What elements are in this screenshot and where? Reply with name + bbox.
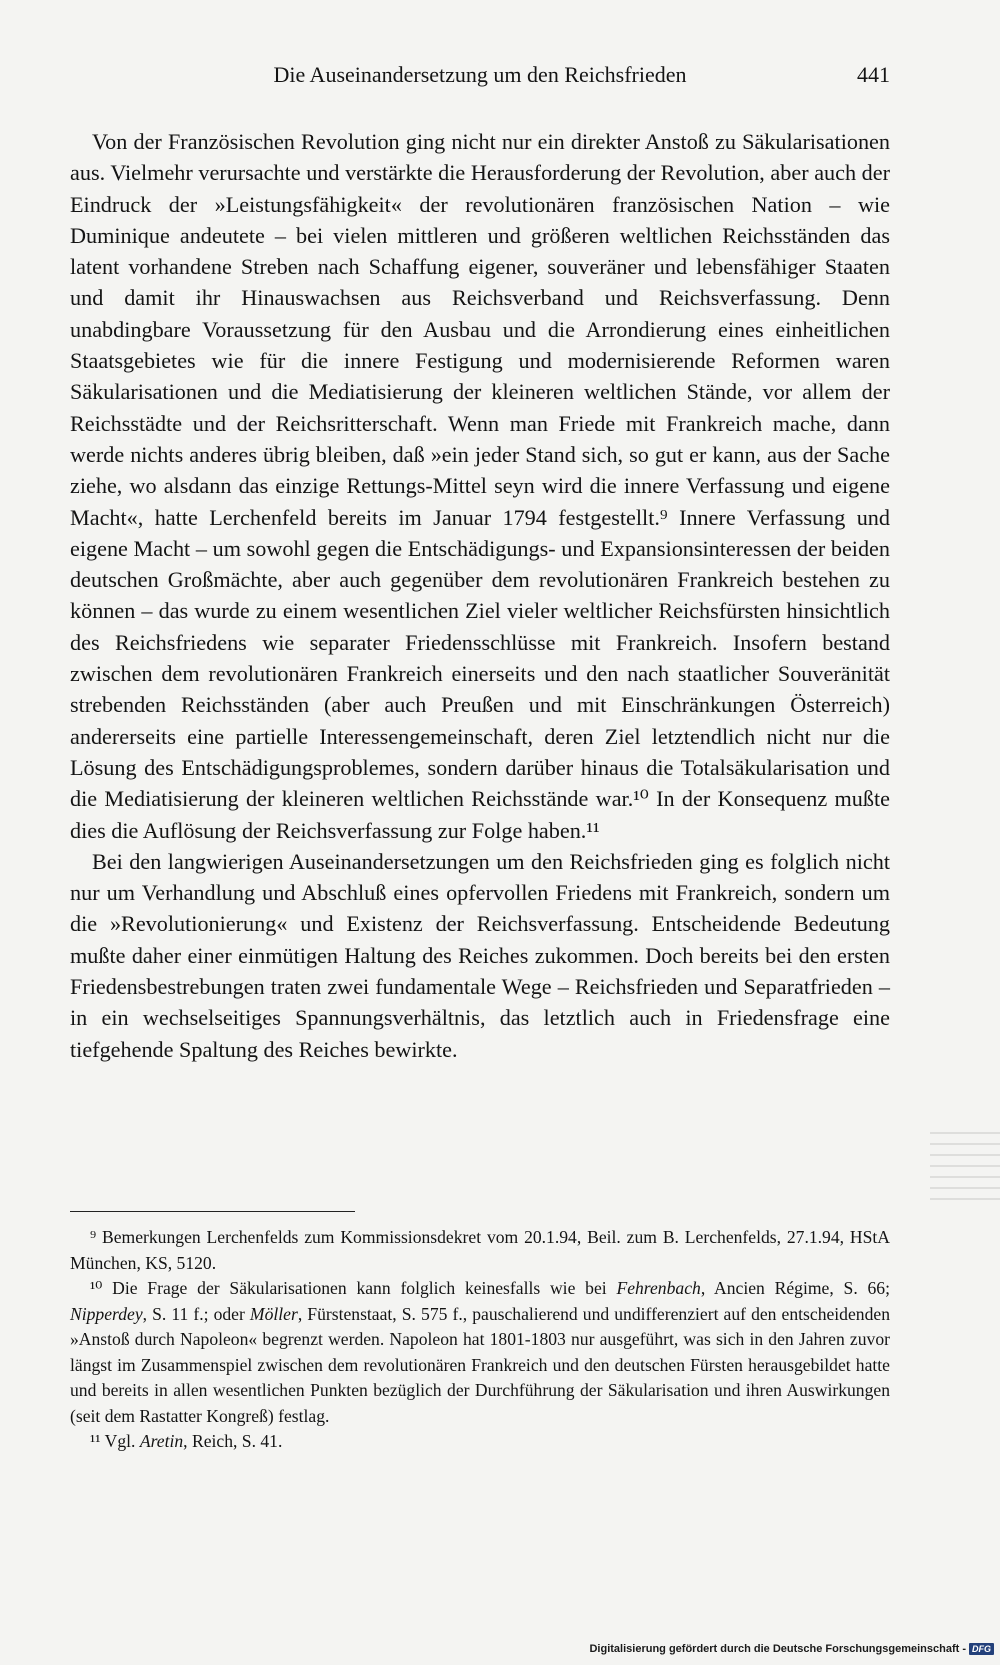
footnote-text: , S. 11 f.; oder (142, 1303, 250, 1324)
paragraph: Von der Französischen Revolution ging nicht nur ein direkter Anstoß zu Säkularisationen aus. Vielmehr verursachte und verstärkte die Herausforderung der Revolution, aber auch der Eindruck der »Leistungsfähigkeit« der revolutionären französischen Nation – wie Duminique andeutete – bei vielen mittleren und größeren weltlichen Reichsständen das latent vorhandene Streben nach Schaffung eigener, souveräner und lebensfähiger Staaten und damit ihr Hinauswachsen aus Reichsverband und Reichsverfassung. Denn unabdingbare Voraussetzung für den Ausbau und die Arrondierung eines einheitlichen Staatsgebietes wie für die innere Festigung und modernisierende Reformen waren Säkularisationen und die Mediatisierung der kleineren weltlichen Stände, vor allem der Reichsstädte und der Reichsritterschaft. Wenn man Friede mit Frankreich mache, dann werde nichts anderes übrig bleiben, daß »ein jeder Stand sich, so gut er kann, aus der Sache ziehe, wo alsdann das einzige Rettungs-Mittel seyn wird die innere Verfassung und eigene Macht«, hatte Lerchenfeld bereits im Januar 1794 festgestellt.⁹ Innere Verfassung und eigene Macht – um sowohl gegen die Entschädigungs- und Expansionsinteressen der beiden deutschen Großmächte, aber auch gegenüber dem revolutionären Frankreich bestehen zu können – das wurde zu einem wesentlichen Ziel vieler weltlicher Reichsfürsten hinsichtlich des Reichsfriedens wie separater Friedensschlüsse mit Frankreich. Insofern bestand zwischen dem revolutionären Frankreich einerseits und den nach staatlicher Souveränität strebenden Reichsständen (aber auch Preußen und mit Einschränkungen Österreich) andererseits eine partielle Interessengemeinschaft, deren Ziel letztendlich nicht nur die Lösung des Entschädigungsproblemes, sondern darüber hinaus die Totalsäkularisation und die Mediatisierung der kleineren weltlichen Reichsstände war.¹⁰ In der Konsequenz mußte dies die Auflösung der Reichsverfassung zur Folge haben.¹¹ (70, 129, 890, 843)
footnote-text: ⁹ Bemerkungen Lerchenfelds zum Kommissionsdekret vom 20.1.94, Beil. zum B. Lerchenfelds, 27.1.94, HStA München, KS, 5120. (70, 1227, 890, 1273)
digitization-credit (589, 1643, 994, 1655)
dfg-logo: DFG (969, 1643, 994, 1655)
bleed-through-shadow (930, 1130, 1000, 1200)
footnote-text: ¹¹ Vgl. (90, 1431, 140, 1451)
author-name: Fehrenbach (616, 1278, 701, 1298)
footnote-10 (70, 1276, 890, 1429)
footnote-11 (70, 1429, 890, 1455)
footnote-text: , Reich, S. 41. (183, 1431, 283, 1451)
footnote-text: , Ancien Régime, S. 66; (700, 1278, 890, 1298)
main-text (70, 126, 890, 1065)
author-name: Möller (249, 1303, 298, 1324)
footnote-text: ¹⁰ Die Frage der Säkularisationen kann folglich keinesfalls wie bei (90, 1278, 617, 1298)
author-name: Aretin (139, 1431, 184, 1451)
paragraph: Bei den langwierigen Auseinandersetzungen um den Reichsfrieden ging es folglich nicht nur um Verhandlung und Abschluß eines opfervollen Friedens mit Frankreich, sondern um die »Revolutionierung« und Existenz der Reichsverfassung. Entscheidende Bedeutung mußte daher einer einmütigen Haltung des Reiches zukommen. Doch bereits bei den ersten Friedensbestrebungen traten zwei fundamentale Wege – Reichsfrieden und Separatfrieden – in ein wechselseitiges Spannungsverhältnis, das letztlich auch in Friedensfrage eine tiefgehende Spaltung des Reiches bewirkte. (70, 848, 890, 1062)
footnote-9 (70, 1225, 890, 1276)
page-header (70, 62, 890, 92)
footnotes (70, 1225, 890, 1455)
running-head: Die Auseinandersetzung um den Reichsfrieden (273, 62, 687, 87)
credit-text: Digitalisierung gefördert durch die Deutsche Forschungsgemeinschaft - (589, 1643, 966, 1655)
footnote-text: , Fürstenstaat, S. 575 f., pauschalierend und undifferenziert auf den entscheidenden »Anstoß durch Napoleon« begrenzt werden. Napoleon hat 1801-1803 nur ausgeführt, was sich in den Jahren zuvor längst im Zusammenspiel zwischen dem revolutionären Frankreich und den deutschen Fürsten herausgebildet hatte und bereits in allen wesentlichen Punkten bezüglich der Durchführung der Säkularisation und ihren Auswirkungen (seit dem Rastatter Kongreß) festlag. (70, 1303, 890, 1426)
footnote-divider (70, 1211, 355, 1212)
author-name: Nipperdey (70, 1303, 143, 1324)
page-number: 441 (857, 62, 890, 87)
